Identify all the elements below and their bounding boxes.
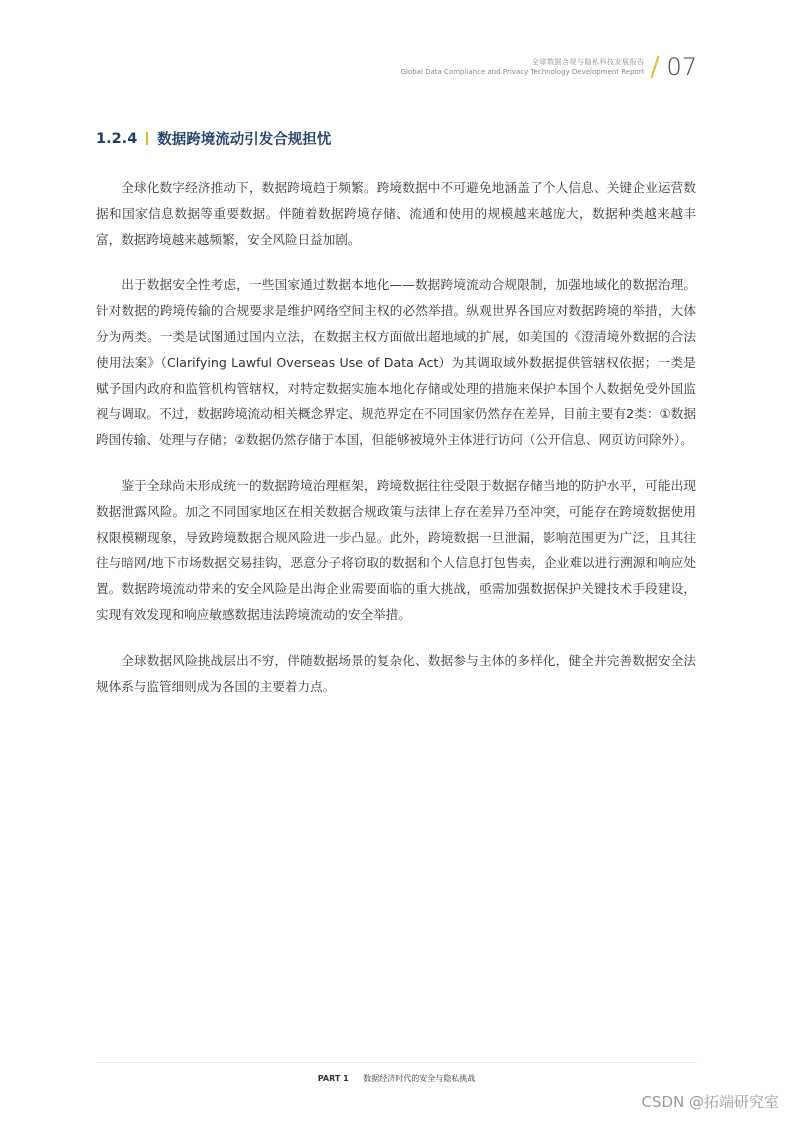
footer-part-label: PART 1 xyxy=(317,1074,349,1083)
section-title: 数据跨境流动引发合规担忧 xyxy=(157,132,332,148)
report-title-en: Global Data Compliance and Privacy Technology Development Report xyxy=(400,68,645,76)
paragraph: 全球化数字经济推动下，数据跨境趋于频繁。跨境数据中不可避免地涵盖了个人信息、关键企业运营数据和国家信息数据等重要数据。伴随着数据跨境存储、流通和使用的规模越来越庞大，数据种类越来越丰富，数据跨境越来越频繁，安全风险日益加剧。 xyxy=(96,180,696,247)
header-titles xyxy=(401,57,645,77)
running-footer xyxy=(0,1073,793,1084)
paragraph: 出于数据安全性考虑，一些国家通过数据本地化——数据跨境流动合规限制，加强地域化的数据治理。针对数据的跨境传输的合规要求是维护网络空间主权的必然举措。纵观世界各国应对数据跨境的举措，大体分为两类。一类是试图通过国内立法，在数据主权方面做出超地域的扩展，如美国的《澄清境外数据的合法使用法案》（Clarifying Lawful Overseas Use of Data Act）为其调取域外数据提供管辖权依据；一类是赋予国内政府和监管机构管辖权，对特定数据实施本地化存储或处理的措施来保护本国个人数据免受外国监视与调取。不过，数据跨境流动相关概念界定、规范界定在不同国家仍然存在差异，目前主要有2类：①数据跨国传输、处理与存储；②数据仍然存储于本国，但能够被境外主体进行访问（公开信息、网页访问除外）。 xyxy=(96,277,696,448)
section-heading xyxy=(96,128,331,149)
footer-divider xyxy=(96,1062,697,1063)
footer-chapter-title: 数据经济时代的安全与隐私挑战 xyxy=(363,1074,476,1083)
section-number: 1.2.4 xyxy=(96,130,138,147)
body-text xyxy=(96,175,696,719)
report-title-cn: 全球数据合规与隐私科技发展报告 xyxy=(531,58,645,66)
paragraph: 全球数据风险挑战层出不穷，伴随数据场景的复杂化、数据参与主体的多样化，健全并完善数据安全法规体系与监管细则成为各国的主要着力点。 xyxy=(96,652,696,694)
page-number: 07 xyxy=(666,53,697,81)
paragraph: 鉴于全球尚未形成统一的数据跨境治理框架，跨境数据往往受限于数据存储当地的防护水平，可能出现数据泄露风险。加之不同国家地区在相关数据合规政策与法律上存在差异乃至冲突，可能存在跨境数据使用权限模糊现象，导致跨境数据合规风险进一步凸显。此外，跨境数据一旦泄漏，影响范围更为广泛，且其往往与暗网/地下市场数据交易挂钩，恶意分子将窃取的数据和个人信息打包售卖，企业难以进行溯源和响应处置。数据跨境流动带来的安全风险是出海企业需要面临的重大挑战，亟需加强数据保护关键技术手段建设，实现有效发现和响应敏感数据违法跨境流动的安全举措。 xyxy=(96,477,696,622)
watermark: CSDN @拓端研究室 xyxy=(641,1093,779,1111)
running-header xyxy=(401,52,697,82)
section-divider xyxy=(146,132,148,145)
header-accent-divider xyxy=(651,56,660,78)
